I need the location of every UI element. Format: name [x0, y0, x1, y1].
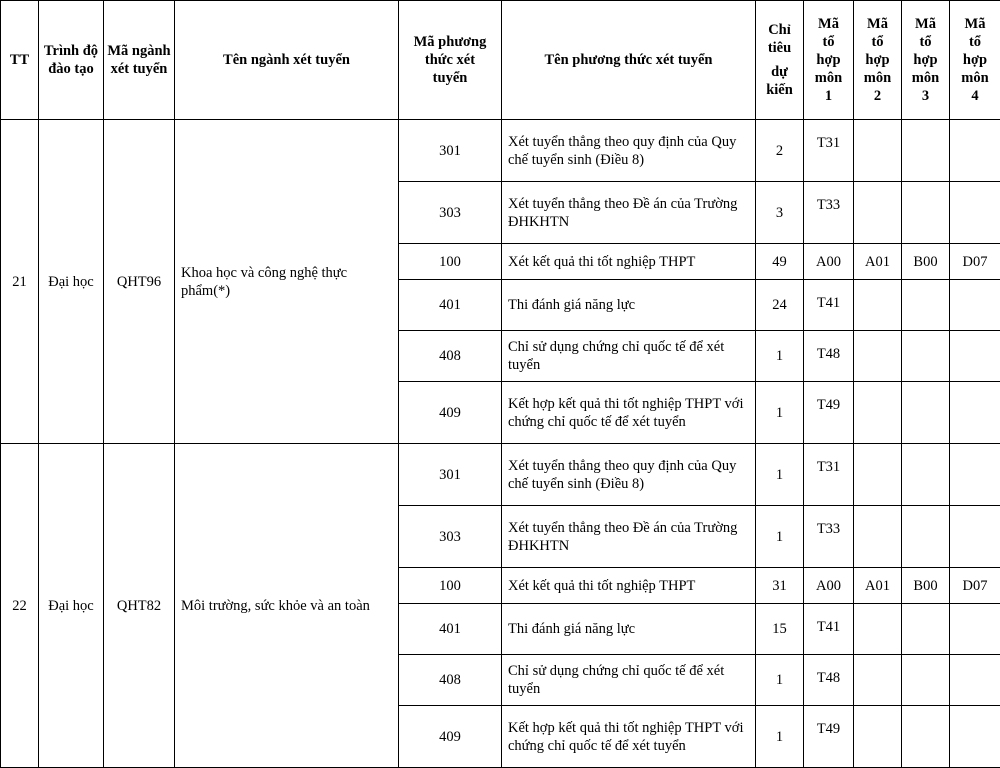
- row-to-hop-3: [902, 331, 950, 382]
- row-chi-tieu: 1: [756, 655, 804, 706]
- row-ten-phuong-thuc: Chỉ sử dụng chứng chỉ quốc tế để xét tuyển: [502, 655, 756, 706]
- row-to-hop-2: A01: [854, 244, 902, 280]
- header-trinh-do: Trình độ đào tạo: [39, 1, 104, 120]
- row-ten-nganh: Môi trường, sức khỏe và an toàn: [175, 444, 399, 768]
- row-to-hop-1: T31: [804, 444, 854, 506]
- row-ten-phuong-thuc: Xét tuyển thẳng theo quy định của Quy chế tuyển sinh (Điều 8): [502, 120, 756, 182]
- row-to-hop-1: T41: [804, 280, 854, 331]
- header-ten-phuong-thuc: Tên phương thức xét tuyển: [502, 1, 756, 120]
- row-chi-tieu: 1: [756, 331, 804, 382]
- row-to-hop-3: [902, 506, 950, 568]
- row-chi-tieu: 1: [756, 706, 804, 768]
- row-to-hop-1: T33: [804, 506, 854, 568]
- row-to-hop-4: [950, 444, 1000, 506]
- header-ten-nganh: Tên ngành xét tuyển: [175, 1, 399, 120]
- row-tt: 22: [1, 444, 39, 768]
- row-to-hop-2: [854, 706, 902, 768]
- row-ten-phuong-thuc: Kết hợp kết quả thi tốt nghiệp THPT với chứng chỉ quốc tế để xét tuyển: [502, 382, 756, 444]
- row-ten-phuong-thuc: Thi đánh giá năng lực: [502, 280, 756, 331]
- row-ma-phuong-thuc: 401: [399, 604, 502, 655]
- header-chi-tieu: [756, 1, 804, 120]
- header-chi-tieu-line2: dự kiến: [756, 57, 803, 99]
- header-to-hop-2: Mã tổ hợp môn 2: [854, 1, 902, 120]
- row-trinh-do: Đại học: [39, 120, 104, 444]
- header-tt: TT: [1, 1, 39, 120]
- row-to-hop-1: A00: [804, 568, 854, 604]
- row-to-hop-4: [950, 706, 1000, 768]
- header-row: [1, 1, 1000, 120]
- row-trinh-do: Đại học: [39, 444, 104, 768]
- row-to-hop-2: [854, 506, 902, 568]
- row-ma-phuong-thuc: 303: [399, 506, 502, 568]
- row-ten-phuong-thuc: Kết hợp kết quả thi tốt nghiệp THPT với chứng chỉ quốc tế để xét tuyển: [502, 706, 756, 768]
- row-to-hop-3: [902, 604, 950, 655]
- row-chi-tieu: 31: [756, 568, 804, 604]
- row-to-hop-3: [902, 120, 950, 182]
- row-to-hop-2: [854, 331, 902, 382]
- row-to-hop-2: [854, 655, 902, 706]
- header-to-hop-3: Mã tổ hợp môn 3: [902, 1, 950, 120]
- row-to-hop-2: [854, 280, 902, 331]
- row-to-hop-1: T48: [804, 655, 854, 706]
- row-ten-phuong-thuc: Xét kết quả thi tốt nghiệp THPT: [502, 244, 756, 280]
- row-to-hop-2: A01: [854, 568, 902, 604]
- row-ma-phuong-thuc: 408: [399, 331, 502, 382]
- row-ma-nganh: QHT82: [104, 444, 175, 768]
- header-to-hop-1: Mã tổ hợp môn 1: [804, 1, 854, 120]
- row-ten-phuong-thuc: Xét tuyển thẳng theo quy định của Quy chế tuyển sinh (Điều 8): [502, 444, 756, 506]
- row-to-hop-2: [854, 120, 902, 182]
- row-tt: 21: [1, 120, 39, 444]
- row-to-hop-1: T31: [804, 120, 854, 182]
- table-row: [1, 120, 1000, 182]
- header-chi-tieu-line1: Chỉ tiêu: [756, 21, 803, 57]
- row-to-hop-4: [950, 182, 1000, 244]
- row-to-hop-4: [950, 604, 1000, 655]
- row-chi-tieu: 1: [756, 506, 804, 568]
- row-ma-phuong-thuc: 401: [399, 280, 502, 331]
- row-ma-phuong-thuc: 409: [399, 706, 502, 768]
- row-to-hop-2: [854, 382, 902, 444]
- row-to-hop-2: [854, 604, 902, 655]
- row-to-hop-3: [902, 706, 950, 768]
- row-chi-tieu: 3: [756, 182, 804, 244]
- row-to-hop-1: A00: [804, 244, 854, 280]
- row-to-hop-1: T49: [804, 382, 854, 444]
- row-ten-nganh: Khoa học và công nghệ thực phẩm(*): [175, 120, 399, 444]
- row-to-hop-3: [902, 444, 950, 506]
- header-to-hop-4: Mã tổ hợp môn 4: [950, 1, 1000, 120]
- row-ma-phuong-thuc: 303: [399, 182, 502, 244]
- row-to-hop-4: D07: [950, 244, 1000, 280]
- row-ma-phuong-thuc: 301: [399, 444, 502, 506]
- row-ma-phuong-thuc: 100: [399, 244, 502, 280]
- row-chi-tieu: 49: [756, 244, 804, 280]
- row-to-hop-4: [950, 655, 1000, 706]
- row-to-hop-3: [902, 280, 950, 331]
- row-ma-phuong-thuc: 301: [399, 120, 502, 182]
- row-ma-phuong-thuc: 409: [399, 382, 502, 444]
- row-to-hop-1: T48: [804, 331, 854, 382]
- row-to-hop-3: [902, 182, 950, 244]
- table-body: [1, 120, 1000, 768]
- row-ma-phuong-thuc: 408: [399, 655, 502, 706]
- header-ma-nganh: Mã ngành xét tuyển: [104, 1, 175, 120]
- row-chi-tieu: 24: [756, 280, 804, 331]
- row-chi-tieu: 15: [756, 604, 804, 655]
- row-to-hop-1: T33: [804, 182, 854, 244]
- row-to-hop-1: T49: [804, 706, 854, 768]
- row-chi-tieu: 2: [756, 120, 804, 182]
- row-to-hop-4: D07: [950, 568, 1000, 604]
- row-to-hop-2: [854, 444, 902, 506]
- row-to-hop-2: [854, 182, 902, 244]
- row-ten-phuong-thuc: Xét tuyển thẳng theo Đề án của Trường ĐHKHTN: [502, 182, 756, 244]
- row-to-hop-4: [950, 120, 1000, 182]
- row-to-hop-4: [950, 280, 1000, 331]
- row-ten-phuong-thuc: Chỉ sử dụng chứng chỉ quốc tế để xét tuyển: [502, 331, 756, 382]
- row-ma-nganh: QHT96: [104, 120, 175, 444]
- row-to-hop-4: [950, 331, 1000, 382]
- row-to-hop-3: B00: [902, 568, 950, 604]
- row-ma-phuong-thuc: 100: [399, 568, 502, 604]
- row-chi-tieu: 1: [756, 444, 804, 506]
- row-to-hop-4: [950, 506, 1000, 568]
- row-ten-phuong-thuc: Xét tuyển thẳng theo Đề án của Trường ĐHKHTN: [502, 506, 756, 568]
- row-ten-phuong-thuc: Xét kết quả thi tốt nghiệp THPT: [502, 568, 756, 604]
- table-row: [1, 444, 1000, 506]
- row-ten-phuong-thuc: Thi đánh giá năng lực: [502, 604, 756, 655]
- row-to-hop-1: T41: [804, 604, 854, 655]
- row-chi-tieu: 1: [756, 382, 804, 444]
- row-to-hop-3: B00: [902, 244, 950, 280]
- row-to-hop-3: [902, 655, 950, 706]
- row-to-hop-3: [902, 382, 950, 444]
- header-ma-phuong-thuc: Mã phương thức xét tuyển: [399, 1, 502, 120]
- row-to-hop-4: [950, 382, 1000, 444]
